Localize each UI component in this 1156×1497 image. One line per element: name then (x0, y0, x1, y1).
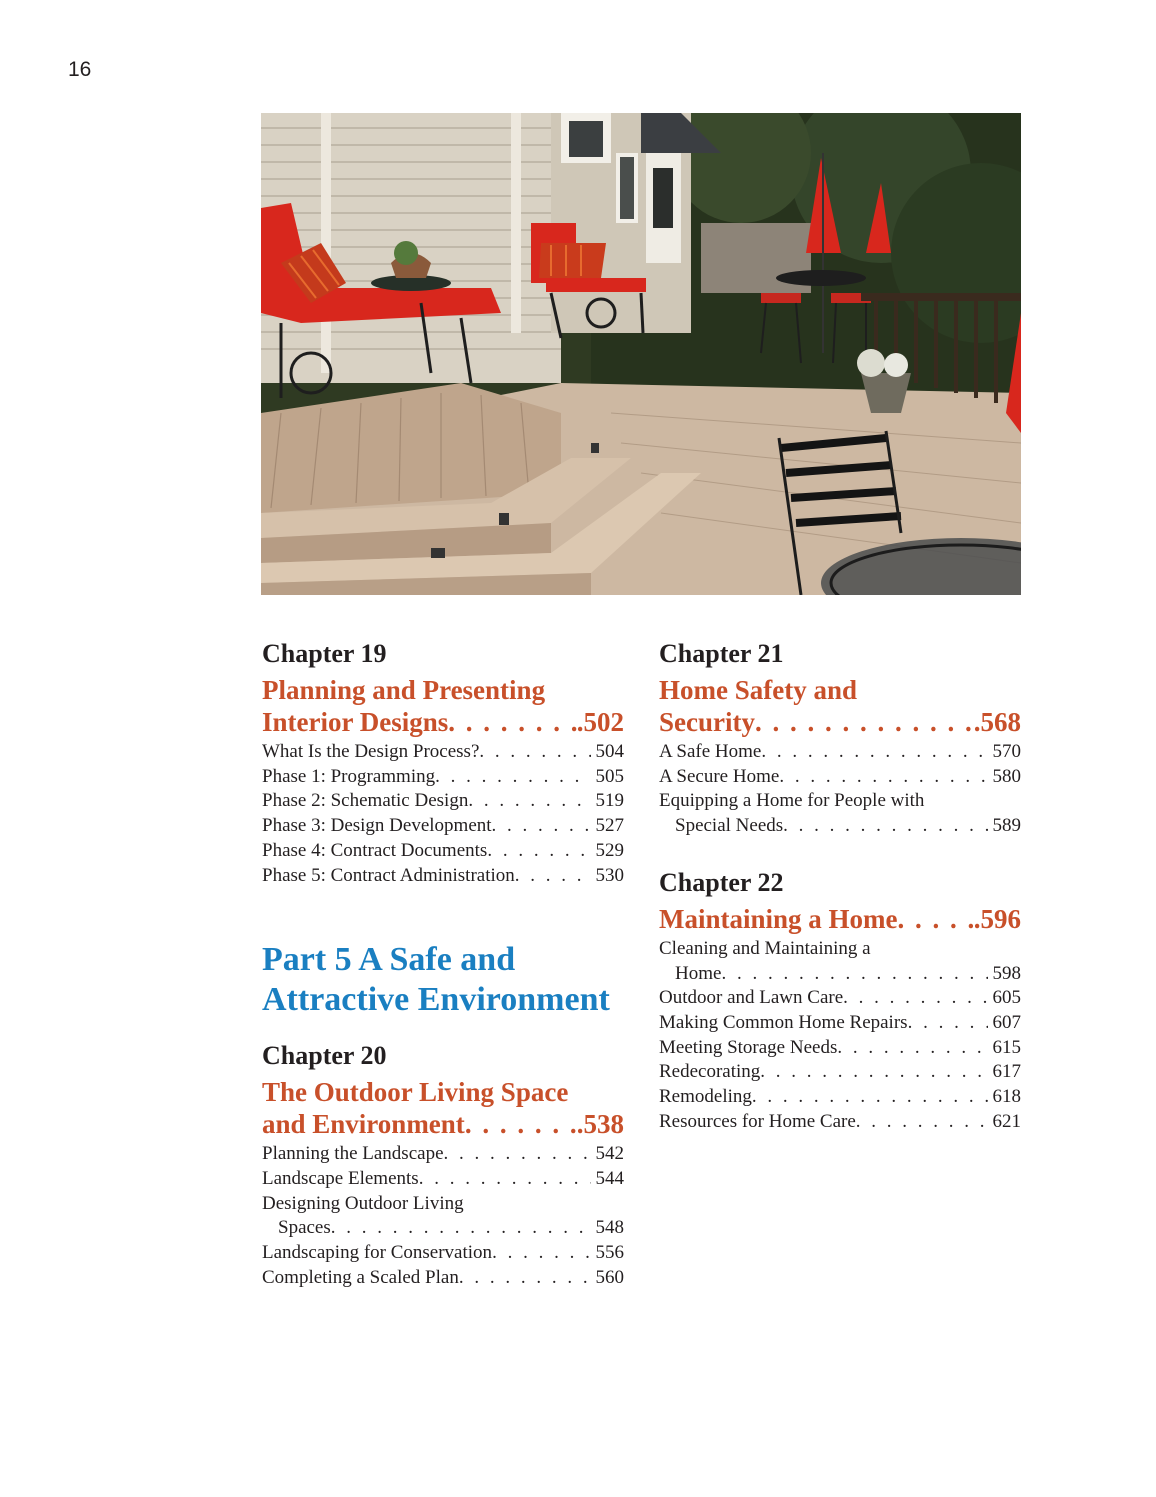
entry-title: Designing Outdoor Living (262, 1192, 464, 1214)
chapter-page-number: .596 (973, 903, 1021, 934)
entry-page: 519 (595, 790, 624, 812)
entry-title: Phase 4: Contract Documents (262, 839, 488, 861)
entry-title: Landscaping for Conservation (262, 1242, 493, 1264)
toc-entry[interactable] (659, 1036, 1021, 1061)
entry-page: 607 (992, 1011, 1021, 1033)
section-list (659, 740, 1021, 839)
entry-title: Resources for Home Care (659, 1110, 856, 1132)
entry-page: 615 (992, 1036, 1021, 1058)
entry-title: Equipping a Home for People with (659, 790, 925, 812)
entry-title: Planning the Landscape (262, 1143, 444, 1165)
toc-entry[interactable] (659, 1060, 1021, 1085)
chapter-label: Chapter 19 (262, 639, 387, 668)
toc-entry[interactable] (659, 1085, 1021, 1110)
entry-title: Landscape Elements (262, 1167, 419, 1189)
toc-entry[interactable] (262, 789, 624, 814)
toc-entry[interactable] (659, 1110, 1021, 1135)
toc-left-column (262, 638, 624, 1290)
toc-entry[interactable] (262, 1142, 624, 1167)
chapter-title-line: The Outdoor Living Space (262, 1077, 569, 1108)
chapter-title-link[interactable] (659, 674, 1021, 738)
toc-entry[interactable] (659, 1011, 1021, 1036)
page-number: 16 (68, 58, 92, 81)
dot-leader (419, 1167, 591, 1192)
chapter-title-link[interactable] (262, 1076, 624, 1140)
toc-entry[interactable] (659, 740, 1021, 765)
chapter-title-line: Planning and Presenting (262, 675, 546, 705)
chapter-title-line: Maintaining a Home (659, 903, 898, 934)
entry-title-continued: Home (675, 962, 722, 984)
entry-title: Outdoor and Lawn Care (659, 987, 844, 1009)
dot-leader (843, 986, 987, 1011)
toc-entry[interactable] (659, 986, 1021, 1011)
chapter-page-number: .502 (576, 707, 624, 737)
part-title-line: Part 5 A Safe and (262, 941, 516, 979)
toc-entry[interactable] (262, 740, 624, 765)
entry-page: 530 (595, 864, 624, 886)
dot-leader (459, 1266, 591, 1291)
chapter-21-block (659, 638, 1021, 839)
chapter-19-block (262, 638, 624, 888)
entry-page: 605 (992, 987, 1021, 1009)
toc-entry[interactable] (262, 839, 624, 864)
chapter-title-line: Security (659, 707, 755, 737)
dot-leader (908, 1011, 988, 1036)
dot-leader (898, 903, 974, 935)
entry-title: Phase 5: Contract Administration (262, 864, 515, 886)
dot-leader (752, 1085, 988, 1110)
entry-page: 589 (992, 815, 1021, 837)
entry-title-continued: Special Needs (675, 815, 784, 837)
part-title-line: Attractive Environment (262, 981, 610, 1019)
chapter-title-line: Interior Designs (262, 707, 449, 737)
toc-entry[interactable] (262, 1167, 624, 1192)
entry-title: Making Common Home Repairs (659, 1011, 908, 1033)
dot-leader (856, 1110, 988, 1135)
entry-page: 544 (595, 1167, 624, 1189)
entry-page: 542 (595, 1143, 624, 1165)
entry-title: Redecorating (659, 1061, 761, 1083)
entry-page: 527 (595, 815, 624, 837)
chapter-label: Chapter 22 (659, 867, 784, 897)
dot-leader (435, 765, 590, 790)
entry-page: 504 (595, 741, 624, 762)
toc-entry[interactable] (659, 789, 1021, 838)
entry-title-continued: Spaces (278, 1217, 331, 1239)
entry-title: Phase 2: Schematic Design (262, 790, 469, 812)
chapter-title-link[interactable] (262, 674, 624, 738)
toc-entry[interactable] (262, 1192, 624, 1241)
entry-title: Cleaning and Maintaining a (659, 937, 871, 959)
dot-leader (779, 765, 987, 790)
entry-page: 580 (992, 765, 1021, 787)
dot-leader (479, 740, 590, 765)
entry-page: 621 (992, 1110, 1021, 1132)
entry-title: A Safe Home (659, 741, 762, 762)
dot-leader (444, 1142, 591, 1167)
entry-title: A Secure Home (659, 765, 780, 787)
chapter-title-line: Home Safety and (659, 675, 857, 705)
dot-leader (487, 839, 590, 864)
deck-photo (261, 113, 1021, 595)
entry-title: Completing a Scaled Plan (262, 1266, 459, 1288)
dot-leader (492, 1241, 590, 1266)
dot-leader (761, 740, 987, 765)
dot-leader (760, 1060, 987, 1085)
section-list (262, 1142, 624, 1290)
entry-title: Remodeling (659, 1086, 752, 1108)
dot-leader (783, 814, 987, 839)
chapter-label: Chapter 20 (262, 1041, 387, 1071)
dot-leader (331, 1216, 591, 1241)
entry-title: Phase 3: Design Development (262, 815, 492, 837)
entry-page: 598 (992, 962, 1021, 984)
toc-entry[interactable] (262, 864, 624, 889)
entry-title: Meeting Storage Needs (659, 1036, 838, 1058)
dot-leader (515, 864, 591, 889)
section-list (659, 937, 1021, 1135)
section-list (262, 740, 624, 888)
part-5-heading (262, 940, 624, 1020)
dot-leader (721, 962, 987, 987)
deck-photo-illustration (261, 113, 1021, 595)
entry-page: 618 (992, 1086, 1021, 1108)
toc-entry[interactable] (262, 765, 624, 790)
chapter-title-link[interactable] (659, 903, 1021, 935)
dot-leader (468, 789, 590, 814)
toc-entry[interactable] (659, 937, 1021, 986)
entry-page: 570 (992, 741, 1021, 762)
dot-leader (465, 1108, 577, 1140)
dot-leader (755, 706, 974, 738)
entry-page: 505 (595, 765, 624, 787)
toc-entry[interactable] (262, 1241, 624, 1266)
dot-leader (448, 706, 577, 738)
chapter-title-line: and Environment (262, 1109, 465, 1140)
dot-leader (837, 1036, 987, 1061)
entry-page: 617 (992, 1061, 1021, 1083)
chapter-20-block (262, 1040, 624, 1290)
toc-entry[interactable] (659, 765, 1021, 790)
entry-title: Phase 1: Programming (262, 765, 436, 787)
entry-title: What Is the Design Process? (262, 741, 480, 762)
chapter-page-number: .538 (576, 1109, 624, 1140)
entry-page: 529 (595, 839, 624, 861)
entry-page: 548 (595, 1217, 624, 1239)
chapter-label: Chapter 21 (659, 639, 784, 668)
entry-page: 556 (595, 1242, 624, 1264)
toc-entry[interactable] (262, 814, 624, 839)
toc-right-column (659, 638, 1021, 1134)
toc-entry[interactable] (262, 1266, 624, 1291)
dot-leader (492, 814, 591, 839)
chapter-page-number: .568 (973, 707, 1021, 737)
entry-page: 560 (595, 1266, 624, 1288)
chapter-22-block (659, 867, 1021, 1135)
